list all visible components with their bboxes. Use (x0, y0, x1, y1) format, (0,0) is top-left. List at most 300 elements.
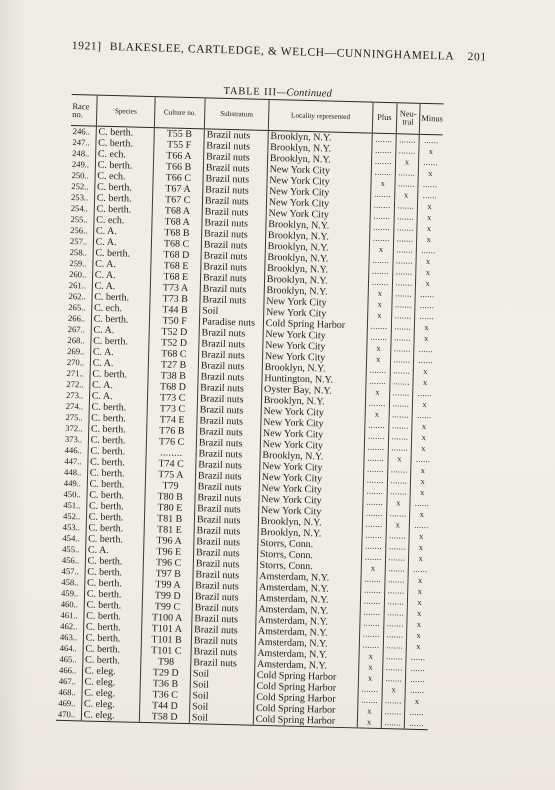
plus-cell: ....... (361, 573, 385, 585)
race-number-cell: 254.. (70, 203, 89, 214)
minus-cell: x (419, 146, 443, 158)
plus-cell: ....... (361, 551, 385, 563)
culture-cell: T99 C (143, 601, 193, 613)
culture-cell: T68 D (148, 381, 198, 393)
plus-cell: x (366, 354, 390, 366)
minus-cell: x (410, 487, 434, 499)
neutral-cell: ....... (393, 233, 417, 245)
neutral-cell: ....... (383, 629, 407, 641)
minus-cell: x (416, 267, 440, 279)
table-block (56, 82, 444, 730)
substratum-cell: Paradise nuts (199, 316, 263, 329)
locality-cell: New York City (267, 175, 371, 189)
race-number-cell: 458.. (61, 576, 79, 588)
locality-cell: Amsterdam, N.Y. (254, 659, 358, 673)
race-number-cell: 257.. (69, 236, 88, 247)
species-cell: C. A. (89, 391, 148, 403)
minus-cell: ...... (418, 190, 442, 202)
substratum-cell: Brazil nuts (198, 371, 262, 384)
locality-cell: Amsterdam, N.Y. (255, 637, 359, 651)
race-number-cell: 463.. (59, 631, 78, 643)
plus-cell: x (369, 244, 393, 256)
race-number-cell: 448.. (64, 466, 82, 478)
race-number-cell: 456.. (61, 554, 80, 566)
plus-cell: ....... (369, 255, 393, 267)
locality-cell: Cold Spring Harbor (254, 670, 358, 684)
species-cell: C. berth. (83, 621, 142, 633)
page-number: 201 (467, 51, 487, 64)
species-cell: C. berth. (90, 369, 149, 381)
race-number-cell: 256.. (70, 225, 88, 236)
race-number-cell: 468.. (58, 686, 76, 698)
culture-cell: T73 C (148, 403, 198, 415)
substratum-cell: Brazil nuts (199, 338, 263, 351)
species-cell: C. ech. (95, 171, 154, 183)
race-number-cell: 466.. (58, 664, 77, 676)
culture-cell: T97 B (143, 568, 193, 580)
culture-cell: T68 C (149, 348, 199, 360)
species-cell: C. berth. (87, 468, 146, 480)
plus-cell: x (357, 705, 381, 717)
plus-cell: ....... (372, 145, 396, 157)
substratum-cell: Brazil nuts (201, 250, 265, 263)
plus-cell: x (359, 661, 383, 673)
race-number-cell: 469.. (58, 697, 76, 709)
species-cell: C. berth. (85, 555, 144, 567)
locality-cell: New York City (259, 494, 363, 508)
locality-cell: New York City (260, 428, 364, 442)
culture-cell: T44 D (140, 700, 190, 712)
locality-cell: Brooklyn, N.Y. (267, 153, 371, 167)
locality-cell: Brooklyn, N.Y. (265, 263, 369, 277)
plus-cell: x (358, 672, 382, 684)
locality-cell: Cold Spring Harbor (253, 703, 357, 717)
race-number-cell: 446.. (64, 444, 82, 456)
culture-cell: T36 C (140, 689, 190, 701)
race-number-cell: 274.. (65, 400, 84, 412)
culture-cell: T74 C (146, 458, 196, 470)
plus-cell: x (365, 387, 389, 399)
race-number-cell: 247.. (72, 137, 90, 148)
minus-cell: x (413, 366, 437, 378)
minus-cell: x (414, 333, 438, 345)
race-number-cell: 249.. (71, 159, 90, 170)
plus-cell: x (367, 310, 391, 322)
minus-cell: ...... (415, 311, 439, 323)
locality-cell: Brooklyn, N.Y. (264, 274, 368, 288)
substratum-cell: Soil (200, 305, 264, 318)
plus-cell: ....... (365, 398, 389, 410)
minus-cell: ...... (414, 344, 438, 356)
locality-cell: Storrs, Conn. (257, 560, 361, 574)
plus-cell: ....... (369, 233, 393, 245)
species-cell: C. berth. (84, 588, 143, 600)
culture-cell: T73 C (148, 392, 198, 404)
locality-cell: Brooklyn, N.Y. (261, 395, 365, 409)
neutral-cell: ....... (391, 321, 415, 333)
neutral-cell: ....... (394, 200, 418, 212)
culture-cell: T68 B (152, 227, 202, 239)
locality-cell: New York City (259, 472, 363, 486)
table-body (56, 125, 443, 729)
neutral-cell: ....... (385, 541, 409, 553)
neutral-cell: ....... (381, 706, 405, 718)
species-cell: C. berth. (93, 248, 152, 260)
substratum-cell: Brazil nuts (191, 657, 255, 670)
minus-cell: ...... (411, 454, 435, 466)
substratum-cell: Brazil nuts (202, 206, 266, 219)
culture-cell: T68 A (153, 205, 203, 217)
plus-cell: x (365, 409, 389, 421)
neutral-cell: x (386, 519, 410, 531)
culture-cell: T68 D (151, 249, 201, 261)
minus-cell: x (417, 234, 441, 246)
data-table (56, 94, 444, 730)
locality-cell: Brooklyn, N.Y. (268, 130, 372, 144)
culture-cell: T50 F (150, 315, 200, 327)
neutral-cell: ....... (394, 178, 418, 190)
minus-cell: x (406, 641, 430, 653)
minus-cell: ...... (412, 410, 436, 422)
plus-cell: ....... (363, 496, 387, 508)
substratum-cell: Brazil nuts (197, 393, 261, 406)
neutral-cell: ....... (387, 464, 411, 476)
locality-cell: New York City (267, 164, 371, 178)
neutral-cell: ....... (381, 695, 405, 707)
species-cell: C. A. (90, 347, 149, 359)
locality-cell: New York City (266, 197, 370, 211)
col-header-plus: Plus (372, 102, 396, 134)
race-number-cell: 451.. (63, 499, 81, 511)
neutral-cell: ....... (386, 530, 410, 542)
race-number-cell: 255.. (70, 214, 88, 225)
culture-cell: T68 A (152, 216, 202, 228)
species-cell: C. berth. (94, 193, 153, 205)
neutral-cell: ....... (383, 640, 407, 652)
substratum-cell: Brazil nuts (203, 151, 267, 164)
species-cell: C. berth. (86, 533, 145, 545)
race-number-cell: 467.. (58, 675, 77, 687)
substratum-cell: Brazil nuts (192, 591, 256, 604)
race-number-cell: 465.. (59, 653, 77, 665)
race-number-cell: 272.. (66, 378, 84, 390)
table-title-continued: —Continued (276, 87, 333, 100)
race-number-cell: 246.. (72, 126, 91, 137)
culture-cell: T80 E (145, 502, 195, 514)
plus-cell: ....... (360, 606, 384, 618)
species-cell: C. berth. (94, 204, 153, 216)
species-cell: C. eleg. (81, 698, 140, 710)
race-number-cell: 260.. (69, 268, 87, 280)
neutral-cell: ....... (389, 387, 413, 399)
locality-cell: Amsterdam, N.Y. (256, 615, 360, 629)
substratum-cell: Brazil nuts (202, 195, 266, 208)
plus-cell: ....... (372, 133, 396, 145)
substratum-cell: Brazil nuts (201, 261, 265, 274)
neutral-cell: ....... (383, 618, 407, 630)
substratum-cell: Brazil nuts (194, 514, 258, 527)
locality-cell: Brooklyn, N.Y. (260, 450, 364, 464)
neutral-cell: ....... (394, 211, 418, 223)
substratum-cell: Brazil nuts (192, 602, 256, 615)
substratum-cell: Brazil nuts (193, 547, 257, 560)
plus-cell: ....... (358, 694, 382, 706)
species-cell: C. berth. (96, 126, 155, 139)
neutral-cell: x (395, 156, 419, 168)
locality-cell: Cold Spring Harbor (263, 318, 367, 332)
neutral-cell: ....... (385, 563, 409, 575)
race-number-cell: 271.. (66, 367, 84, 379)
plus-cell: ....... (371, 167, 395, 179)
species-cell: C. berth. (95, 160, 154, 172)
species-cell: C. berth. (83, 643, 142, 655)
race-number-cell: 250.. (71, 170, 89, 181)
race-number-cell: 462.. (60, 620, 78, 632)
species-cell: C. berth. (86, 512, 145, 524)
substratum-cell: Brazil nuts (193, 569, 257, 582)
neutral-cell: ....... (391, 332, 415, 344)
substratum-cell: Brazil nuts (203, 162, 267, 175)
minus-cell: x (417, 223, 441, 235)
neutral-cell: ....... (390, 343, 414, 355)
plus-cell: ....... (362, 507, 386, 519)
substratum-cell: Brazil nuts (201, 228, 265, 241)
minus-cell: ...... (410, 498, 434, 510)
neutral-cell: ....... (393, 222, 417, 234)
locality-cell: Cold Spring Harbor (254, 681, 358, 695)
plus-cell: ....... (365, 420, 389, 432)
neutral-cell: x (387, 453, 411, 465)
locality-cell: New York City (266, 186, 370, 200)
race-number-cell: 265.. (68, 301, 86, 313)
locality-cell: Amsterdam, N.Y. (256, 582, 360, 596)
locality-cell: New York City (261, 417, 365, 431)
neutral-cell: ....... (385, 552, 409, 564)
substratum-cell: Brazil nuts (191, 635, 255, 648)
neutral-cell: ....... (382, 662, 406, 674)
plus-cell: x (368, 299, 392, 311)
substratum-cell: Brazil nuts (203, 184, 267, 197)
plus-cell: ....... (363, 485, 387, 497)
plus-cell: ....... (364, 453, 388, 465)
locality-cell: Brooklyn, N.Y. (265, 230, 369, 244)
species-cell: C. ech. (95, 149, 154, 161)
substratum-cell: Soil (190, 701, 254, 714)
species-cell: C. berth. (83, 632, 142, 644)
race-number-cell: 248.. (72, 148, 90, 159)
culture-cell: T75 A (146, 469, 196, 481)
minus-cell: ...... (415, 289, 439, 301)
locality-cell: New York City (258, 505, 362, 519)
locality-cell: New York City (262, 351, 366, 365)
race-number-cell: 252.. (71, 181, 89, 192)
species-cell: C. berth. (89, 402, 148, 414)
minus-cell: x (407, 630, 431, 642)
minus-cell: ...... (408, 564, 432, 576)
neutral-cell: ....... (382, 673, 406, 685)
minus-cell: ...... (419, 134, 443, 146)
culture-cell: T101 B (142, 634, 192, 646)
minus-cell: x (413, 399, 437, 411)
species-cell: C. eleg. (82, 676, 141, 688)
species-cell: C. eleg. (82, 665, 141, 677)
neutral-cell: ....... (387, 486, 411, 498)
minus-cell: x (414, 322, 438, 334)
substratum-cell: Brazil nuts (198, 382, 262, 395)
race-number-cell: 447.. (64, 455, 82, 467)
minus-cell: ...... (415, 300, 439, 312)
culture-cell: T101 C (141, 645, 191, 657)
race-number-cell: 273.. (65, 389, 84, 401)
plus-cell: x (371, 178, 395, 190)
minus-cell: x (409, 542, 433, 554)
locality-cell: New York City (266, 208, 370, 222)
col-header-species: Species (96, 95, 156, 127)
neutral-cell: ....... (390, 354, 414, 366)
culture-cell: T67 C (153, 194, 203, 206)
species-cell: C. berth. (87, 457, 146, 469)
species-cell: C. berth. (84, 577, 143, 589)
minus-cell: x (411, 443, 435, 455)
neutral-cell: ....... (388, 442, 412, 454)
species-cell: C. A. (91, 325, 150, 337)
culture-cell: T99 D (143, 590, 193, 602)
locality-cell: Huntington, N.Y. (262, 373, 366, 387)
culture-cell: T68 E (151, 271, 201, 283)
substratum-cell: Brazil nuts (203, 173, 267, 186)
substratum-cell: Soil (190, 690, 254, 703)
substratum-cell: Brazil nuts (196, 426, 260, 439)
neutral-cell: ....... (392, 255, 416, 267)
minus-cell: ...... (406, 674, 430, 686)
race-number-cell: 258.. (69, 246, 88, 258)
minus-cell: x (413, 377, 437, 389)
race-number-cell: 461.. (60, 609, 78, 621)
culture-cell: T66 A (154, 150, 204, 162)
substratum-cell: Brazil nuts (198, 349, 262, 362)
plus-cell: ....... (370, 189, 394, 201)
race-number-cell: 460.. (60, 598, 79, 610)
species-cell: C. A. (92, 259, 151, 271)
culture-cell: T44 B (150, 304, 200, 316)
running-head (71, 40, 487, 64)
race-number-cell: 275.. (65, 411, 83, 423)
locality-cell: Brooklyn, N.Y. (266, 219, 370, 233)
minus-cell: ...... (419, 157, 443, 169)
minus-cell: ...... (418, 179, 442, 191)
neutral-cell: ....... (389, 376, 413, 388)
species-cell: C. berth. (84, 599, 143, 611)
species-cell: C. berth. (86, 501, 145, 513)
locality-cell: New York City (264, 296, 368, 310)
neutral-cell: ....... (395, 167, 419, 179)
minus-cell: ...... (405, 707, 429, 719)
locality-cell: Brooklyn, N.Y. (268, 142, 372, 156)
neutral-cell: ....... (384, 607, 408, 619)
plus-cell: ....... (370, 222, 394, 234)
substratum-cell: Brazil nuts (200, 272, 264, 285)
species-cell: C. berth. (89, 413, 148, 425)
locality-cell: Amsterdam, N.Y. (256, 604, 360, 618)
species-cell: C. berth. (88, 424, 147, 436)
substratum-cell: Soil (190, 679, 254, 692)
minus-cell: x (416, 256, 440, 268)
minus-cell: x (408, 597, 432, 609)
species-cell: C. berth. (92, 292, 151, 304)
plus-cell: x (368, 288, 392, 300)
culture-cell: T38 B (148, 370, 198, 382)
minus-cell: ...... (413, 388, 437, 400)
minus-cell: x (412, 421, 436, 433)
locality-cell: Brooklyn, N.Y. (265, 252, 369, 266)
plus-cell: ....... (363, 475, 387, 487)
culture-cell: ........ (146, 447, 196, 459)
substratum-cell: Brazil nuts (195, 470, 259, 483)
culture-cell: T81 B (145, 513, 195, 525)
species-cell: C. A. (89, 380, 148, 392)
substratum-cell: Soil (190, 668, 254, 681)
locality-cell: Amsterdam, N.Y. (255, 626, 359, 640)
plus-cell: ....... (360, 584, 384, 596)
substratum-cell: Brazil nuts (204, 140, 268, 153)
minus-cell: x (405, 696, 429, 708)
neutral-cell: ....... (393, 244, 417, 256)
culture-cell: T100 A (142, 612, 192, 624)
plus-cell: ....... (359, 639, 383, 651)
locality-cell: Amsterdam, N.Y. (255, 648, 359, 662)
minus-cell: x (417, 212, 441, 224)
race-number-cell: 268.. (67, 334, 85, 346)
minus-cell: x (418, 168, 442, 180)
species-cell: C. berth. (94, 182, 153, 194)
culture-cell: T76 C (147, 436, 197, 448)
neutral-cell: ....... (384, 574, 408, 586)
plus-cell: ....... (367, 321, 391, 333)
locality-cell: New York City (261, 406, 365, 420)
substratum-cell: Brazil nuts (191, 624, 255, 637)
species-cell: C. A. (93, 237, 152, 249)
species-cell: C. A. (92, 281, 151, 293)
race-number-cell: 455.. (62, 543, 80, 555)
locality-cell: Brooklyn, N.Y. (262, 362, 366, 376)
race-number-cell: 372.. (65, 422, 83, 434)
plus-cell: ....... (366, 365, 390, 377)
neutral-cell: ....... (386, 508, 410, 520)
minus-cell: x (409, 531, 433, 543)
plus-cell: ....... (367, 332, 391, 344)
neutral-cell: ....... (392, 266, 416, 278)
minus-cell: ...... (416, 245, 440, 257)
culture-cell: T81 E (145, 524, 195, 536)
race-number-cell: 453.. (62, 521, 81, 533)
race-number-cell: 457.. (61, 565, 79, 577)
col-header-race: Race no. (71, 94, 97, 126)
species-cell: C. berth. (91, 336, 150, 348)
culture-cell: T67 A (153, 183, 203, 195)
culture-cell: T29 D (141, 667, 191, 679)
plus-cell: ....... (362, 518, 386, 530)
culture-cell: T76 B (147, 425, 197, 437)
plus-cell: ....... (364, 464, 388, 476)
substratum-cell: Brazil nuts (193, 580, 257, 593)
race-number-cell: 454.. (62, 532, 80, 544)
culture-cell: T36 B (141, 678, 191, 690)
species-cell: C. eleg. (81, 709, 140, 722)
minus-cell: x (418, 201, 442, 213)
plus-cell: ....... (358, 683, 382, 695)
race-number-cell: 253.. (70, 192, 89, 203)
substratum-cell: Brazil nuts (194, 525, 258, 538)
